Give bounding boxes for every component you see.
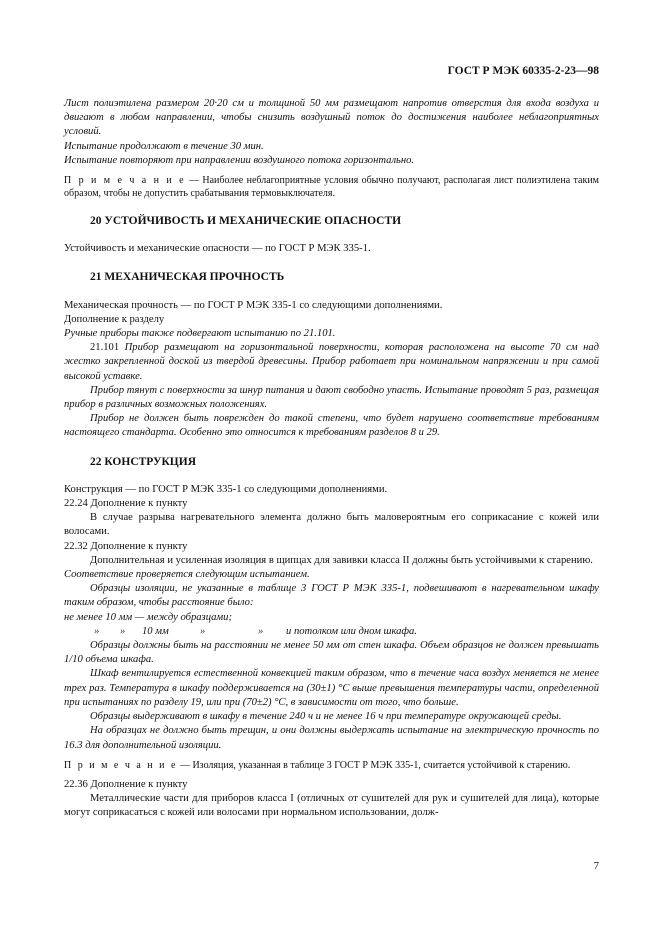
ditto-mark: » [94,625,100,637]
ditto-mark: » [258,625,264,637]
ditto-value: 10 мм [142,625,169,637]
section-22-paragraph-1: Конструкция — по ГОСТ Р МЭК 335-1 со следующими дополнениями. [64,483,388,495]
section-22-paragraph-8: не менее 10 мм — между образцами; [64,611,232,623]
section-21-paragraph-5: Прибор тянут с поверхности за шнур питания и дают свободно упасть. Испытание проводят 5 раз, размещая прибор в различных возможных положениях. [64,384,599,411]
section-22-note [64,759,599,772]
section-20-heading: 20 УСТОЙЧИВОСТЬ И МЕХАНИЧЕСКИЕ ОПАСНОСТИ [90,215,402,228]
section-21-paragraph-4 [64,341,599,384]
clause-number: 21.101 [90,342,125,354]
intro-paragraph-1 [64,97,599,140]
note-text: — Наиболее неблагоприятные условия обычно получают, располагая лист полиэтилена таким образом, чтобы не допустить срабатывания термовыключателя. [64,175,599,200]
ditto-text: и потолком или дном шкафа. [286,625,417,637]
section-22-ditto-row [90,625,599,639]
section-21-paragraph-6: Прибор не должен быть поврежден до такой степени, что будет нарушено соответствие требованиям настоящего стандарта. Особенно это относится к требованиям разделов 8 и 29. [64,413,599,439]
intro-p1-text: Лист полиэтилена размером 20·20 см и толщиной 50 мм размещают напротив отверстия для входа воздуха и двигают в любом направлении, чтобы снизить воздушный поток до достижения наиболее неблагоприятных условий. [64,98,599,138]
section-22-paragraph-6: Соответствие проверяется следующим испытанием. [64,569,310,581]
section-22-paragraph-2: 22.24 Дополнение к пункту [64,498,188,510]
section-22-heading: 22 КОНСТРУКЦИЯ [90,455,197,468]
intro-paragraph-3: Испытание повторяют при направлении воздушного потока горизонтально. [64,154,415,166]
note-label: П р и м е ч а н и е [64,175,186,187]
section-22-paragraph-7: Образцы изоляции, не указанные в таблице 3 ГОСТ Р МЭК 335-1, подвешивают в нагревательном шкафу таким образом, чтобы расстояние было: [64,583,599,609]
intro-paragraph-2: Испытание продолжают в течение 30 мин. [64,140,264,152]
page-number: 7 [593,860,599,872]
section-22-paragraph-14: 22.36 Дополнение к пункту [64,778,188,790]
section-22-paragraph-15: Металлические части для приборов класса I (отличных от сушителей для рук и сушителей для лица), которые могут соприкасаться с кожей или волосами при нормальном использовании, долж- [64,792,599,819]
section-22-paragraph-10: Образцы должны быть на расстоянии не менее 50 мм от стен шкафа. Объем образцов не должен превышать 1/10 объема шкафа. [64,640,599,666]
section-22-paragraph-12: Образцы выдерживают в шкафу в течение 240 ч и не менее 16 ч при температуре окружающей среды. [90,711,562,723]
intro-note [64,174,599,200]
ditto-mark: » [120,625,126,637]
page-header: ГОСТ Р МЭК 60335-2-23—98 [447,65,599,77]
section-21-paragraph-3: Ручные приборы также подвергают испытанию по 21.101. [64,328,336,340]
section-22-paragraph-13: На образцах не должно быть трещин, и они должны выдержать испытание на электрическую прочность по 16.3 для дополнительной изоляции. [64,725,599,751]
section-21-heading: 21 МЕХАНИЧЕСКАЯ ПРОЧНОСТЬ [90,271,285,284]
section-21-paragraph-2: Дополнение к разделу [64,313,165,325]
clause-text: Прибор размещают на горизонтальной поверхности, которая расположена на высоте 70 см над жестко закрепленной доской из твердой древесины. Прибор работает при номинальном напряжении и при самой высокой уставке. [64,342,600,382]
page-body [64,97,599,820]
note-label: П р и м е ч а н и е [64,759,178,771]
ditto-mark: » [200,625,206,637]
section-22-paragraph-11: Шкаф вентилируется естественной конвекцией таким образом, что в течение часа воздух меняется не менее трех раз. Температура в шкафу поддерживается на (30±1) °С выше превышения температуры части, определенной при испытаниях по разделу 19, или при (70±2) °С, в зависимости от того, что больше. [64,668,599,708]
section-21-paragraph-1: Механическая прочность — по ГОСТ Р МЭК 335-1 со следующими дополнениями. [64,299,443,311]
section-22-paragraph-5: Дополнительная и усиленная изоляция в щипцах для завивки класса II должны быть устойчивыми к старению. [90,554,593,566]
note-text: — Изоляция, указанная в таблице 3 ГОСТ Р МЭК 335-1, считается устойчивой к старению. [177,759,571,771]
section-20-paragraph: Устойчивость и механические опасности — по ГОСТ Р МЭК 335-1. [64,243,371,255]
section-22-paragraph-4: 22.32 Дополнение к пункту [64,540,188,552]
section-22-paragraph-3: В случае разрыва нагревательного элемента должно быть маловероятным его соприкасание с кожей или волосами. [64,512,599,538]
